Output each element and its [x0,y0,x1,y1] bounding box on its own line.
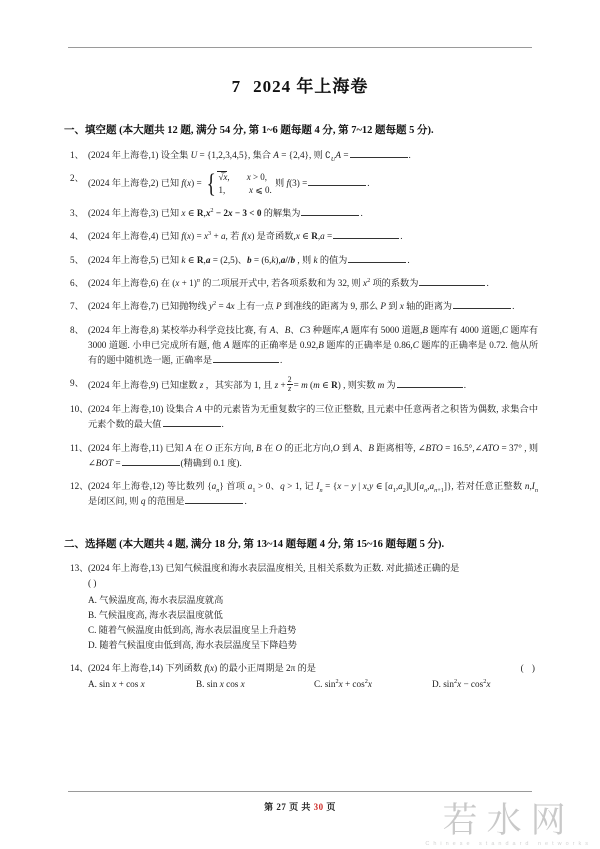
question-tail: . [407,254,410,265]
answer-blank[interactable] [419,277,485,286]
answer-paren[interactable]: ( ) [88,578,97,589]
piecewise-row-1: √x, x > 0, [218,172,268,183]
question-source: (2024 年上海卷,8) [88,324,159,335]
question-source: (2024 年上海卷,11) [88,442,163,453]
question-source: (2024 年上海卷,1) [88,149,159,160]
footer-suffix: 页 [326,802,336,812]
piecewise-rows [218,171,271,197]
question-number: 9、 [70,378,84,388]
question-body: ( ) (2024 年上海卷,14) 下列函数 f(x) 的最小正周期是 2π 的是 A. sin x + cos x B. sin x cos x C. $\sin^2x + \cos^2x$ D. $\sin^2x - \cos^2x$ [88,661,538,692]
question-body: (2024 年上海卷,11) 已知 A 在 O 正东方向, B 在 O 的正北方向,O 到 A、B 距离相等, ∠BTO = 16.5°,∠ATO = 37° , 则 ∠BOT = (精确到 0.1 度). [88,442,539,468]
question-tail: . [512,301,515,312]
question-body: (2024 年上海卷,8) 某校举办科学竞技比赛, 有 A、B、C3 种题库,A 题库有 5000 道题,B 题库有 4000 道题,C 题库有 3000 道题. 小申已完成所有题, 他 A 题库的正确率是 0.92,B 题库的正确率是 0.86,C 题库的正确率是 0.72. 他从所有的题中随机选一题, 正确率是 . [88,324,539,365]
answer-blank[interactable] [333,230,399,239]
question-body: (2024 年上海卷,4) 已知 $f(x) = x^3 + a$, 若 f(x) 是奇函数,x ∈ R,a = . [88,230,403,242]
footer-middle: 页 共 [289,802,311,812]
question-source: (2024 年上海卷,6) [88,277,159,288]
question-tail: . [280,354,283,365]
choice-option-d[interactable]: D. $\sin^2x - \cos^2x$ [432,678,491,690]
question-14 [62,661,538,692]
question-1 [62,148,538,163]
fraction-numerator: 2 [287,375,292,384]
question-source: (2024 年上海卷,14) [88,663,164,674]
page-title-number: 7 [231,77,242,96]
question-tail: . [400,231,403,242]
question-4 [62,229,538,244]
question-source: (2024 年上海卷,7) [88,301,159,312]
answer-blank[interactable] [185,495,243,504]
question-3 [62,206,538,221]
question-tail: . [408,149,411,160]
choice-option-b[interactable]: B. sin x cos x [196,679,245,690]
question-number: 12、 [70,480,89,491]
question-number: 13、 [70,563,89,574]
question-source: (2024 年上海卷,12) [88,480,165,491]
question-body: (2024 年上海卷,2) 已知 f(x) = { √x, x > 0, 1, x ⩽ 0. 则 f(3) = . [88,169,370,199]
question-number: 1、 [70,149,84,160]
section-label-1: 一、填空题 [64,125,117,136]
question-number: 2、 [70,173,84,184]
question-9 [62,376,538,394]
question-tail: . [244,495,247,506]
question-tail: (精确到 0.1 度). [180,457,242,468]
question-source: (2024 年上海卷,10) [88,404,164,415]
question-body: (2024 年上海卷,6) 在 $(x + 1)^n$ 的二项展开式中, 若各项系数和为 32, 则 $x^2$ 项的系数为 . [88,276,489,288]
question-7 [62,299,538,314]
question-text: 已知气候温度和海水表层温度相关, 且相关系数为正数. 对此描述正确的是 [165,563,460,574]
question-number: 4、 [70,231,84,242]
answer-blank[interactable] [348,254,406,263]
question-source: (2024 年上海卷,5) [88,254,159,265]
choice-list-inline [88,677,538,692]
question-tail: . [221,419,224,430]
left-brace-icon: { [206,169,216,199]
header-divider [68,47,532,48]
choice-option-d[interactable]: D. 随着气候温度由低到高, 海水表层温度呈下降趋势 [88,640,297,650]
footer-page-number: 27 [276,802,287,812]
fraction-2-over-z [287,376,293,394]
question-body: (2024 年上海卷,1) 设全集 U = {1,2,3,4,5}, 集合 A = {2,4}, 则 $∁_UA$ = . [88,149,411,163]
question-tail: . [463,379,467,390]
question-13 [62,561,538,652]
question-number: 14、 [70,663,89,674]
question-source: (2024 年上海卷,4) [88,231,159,242]
question-number: 7、 [70,301,84,312]
choice-option-a[interactable]: A. 气候温度高, 海水表层温度就高 [88,595,224,606]
question-body: (2024 年上海卷,3) 已知 x ∈ $R,x^2 - 2x - 3 < 0$ 的解集为 . [88,206,363,218]
question-body [88,561,538,652]
fraction-denominator: z [288,384,292,394]
page-title [62,0,538,97]
question-number: 8、 [70,324,84,335]
question-number: 5、 [70,254,84,265]
question-source: (2024 年上海卷,9) [88,379,159,390]
answer-blank[interactable] [163,418,221,427]
answer-blank[interactable] [308,178,366,187]
choice-list [88,593,538,653]
answer-blank[interactable] [397,379,463,388]
choice-option-b[interactable]: B. 气候温度高, 海水表层温度就低 [88,610,223,621]
question-10 [62,402,538,432]
piecewise-row-2: 1, x ⩽ 0. [218,185,272,196]
question-11 [62,441,538,471]
question-body: (2024 年上海卷,9) 已知虚数 z ，其实部为 1, 且 z + $\frac{2}{z}$ = m (m ∈ R) , 则实数 m 为 . [88,375,467,394]
footer-total-pages: 30 [313,802,324,812]
watermark-chinese: 若水网 [442,801,575,841]
answer-blank[interactable] [301,207,359,216]
question-source: (2024 年上海卷,13) [88,563,164,574]
question-6 [62,276,538,291]
question-tail: . [367,178,370,189]
section-detail-1: (本大题共 12 题, 满分 54 分, 第 1~6 题每题 4 分, 第 7~12 题每题 5 分). [119,125,434,136]
answer-blank[interactable] [213,354,279,363]
question-source: (2024 年上海卷,3) [88,207,159,218]
answer-paren[interactable]: ( ) [520,663,538,674]
answer-blank[interactable] [453,301,511,310]
footer-divider [68,791,532,792]
question-12 [62,479,538,509]
section-heading-fill-in-blank [62,123,538,139]
answer-blank[interactable] [350,149,408,158]
section-heading-multiple-choice [62,537,538,553]
question-number: 6、 [70,277,84,288]
question-number: 3、 [70,207,84,218]
question-5 [62,253,538,268]
question-tail: . [486,277,489,288]
piecewise-function [205,171,272,197]
question-8 [62,323,538,368]
choice-option-c[interactable]: C. 随着气候温度由低到高, 海水表层温度呈上升趋势 [88,625,297,636]
answer-blank[interactable] [122,457,180,466]
watermark-english: Chinese standard networks [425,841,592,847]
question-body: (2024 年上海卷,7) 已知抛物线 $y^2 = 4x$ 上有一点 P 到准线的距离为 9, 那么 P 到 x 轴的距离为 . [88,300,515,312]
section-detail-2: (本大题共 4 题, 满分 18 分, 第 13~14 题每题 4 分, 第 15~16 题每题 5 分). [119,538,445,550]
choice-option-a[interactable]: A. sin x + cos x [88,679,145,690]
question-body: (2024 年上海卷,12) 等比数列 $\{a_n\}$ 首项 $a_1 > 0$、q > 1, 记 $I_n = \{x - y$ | x,y ∈ $[a_1,a_2]⋃[a_n,a_{n+1}]$}, 若对任意正整数 $n,I_n$ 是闭区间, 则 q 的范围是 . [88,480,538,506]
page-title-text: 2024 年上海卷 [253,77,369,96]
footer-prefix: 第 [264,802,274,812]
question-body: (2024 年上海卷,10) 设集合 A 中的元素皆为无重复数字的三位正整数, 且元素中任意两者之积皆为偶数, 求集合中元素个数的最大值 . [88,404,539,430]
question-body: (2024 年上海卷,5) 已知 k ∈ R,a = (2,5)、b = (6,k),a//b , 则 k 的值为 . [88,254,410,265]
section-label-2: 二、选择题 [64,538,117,550]
question-source: (2024 年上海卷,2) [88,178,159,189]
question-number: 10、 [70,404,89,415]
question-number: 11、 [70,442,89,453]
question-2 [62,171,538,197]
question-tail: . [360,207,363,218]
page-footer [0,800,600,813]
choice-option-c[interactable]: C. $\sin^2x + \cos^2x$ [314,678,372,690]
